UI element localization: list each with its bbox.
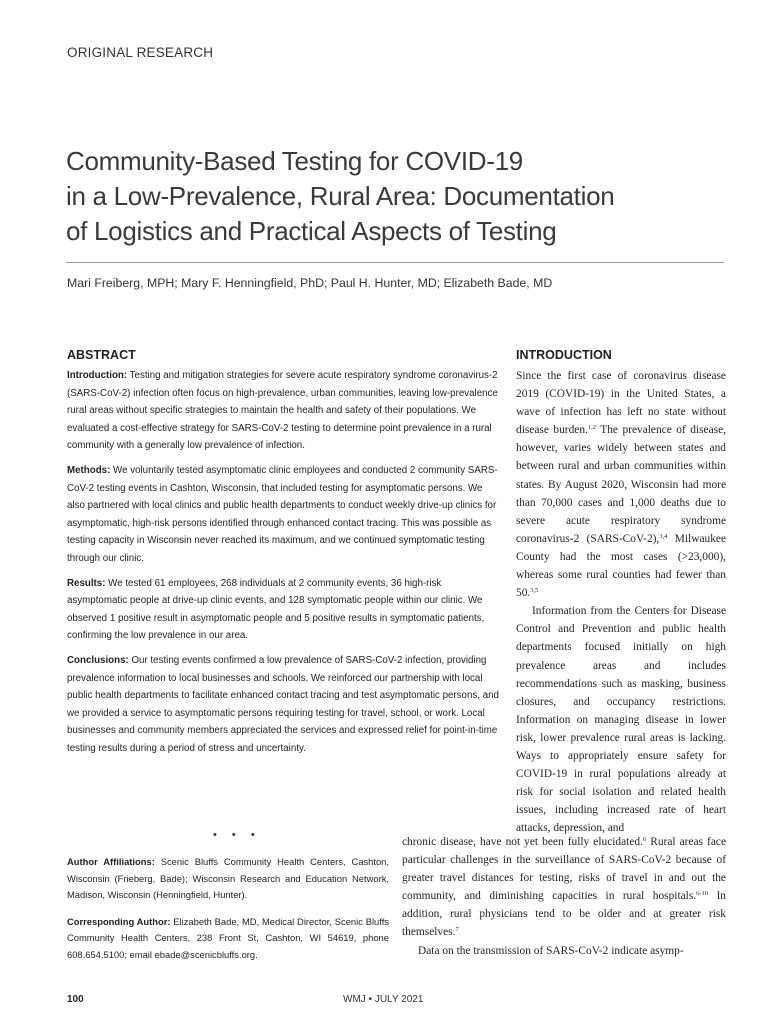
intro-text: The prevalence of disease, however, varies widely between states and between rural and urban communities within states. By August 2020, Wisconsin had more than 70,000 cases and 1,000 deaths due to severe acute respiratory syndrome coronavirus-2 (SARS-CoV-2), [516, 424, 726, 545]
introduction-column [516, 367, 726, 837]
article-title [66, 144, 726, 249]
section-separator: • • • [213, 829, 261, 841]
abstract-results-label: Results: [67, 577, 106, 589]
section-label: ORIGINAL RESEARCH [67, 45, 214, 60]
corresponding-label: Corresponding Author: [67, 915, 171, 927]
corresponding-text: Elizabeth Bade, MD, Medical Director, Scenic Bluffs Community Health Centers, 238 Front St, Cashton, WI 54619, phone 608.654.5100; email ebade@scenicbluffs.org. [67, 915, 389, 960]
abstract-heading: ABSTRACT [67, 348, 136, 362]
title-line-1: Community-Based Testing for COVID-19 [66, 146, 523, 176]
abstract-conclusions-label: Conclusions: [67, 654, 129, 666]
introduction-paragraph-3: Data on the transmission of SARS-CoV-2 indicate asymp- [418, 944, 684, 957]
citation: 1,2 [587, 424, 596, 432]
abstract-results-text: We tested 61 employees, 268 individuals at 2 community events, 36 high-risk asymptomatic people at drive-up clinic events, and 128 symptomatic people within our clinic. We observed 1 positive result in asymptomatic people and 5 positive results in symptomatic patients, confirming the low prevalence in our area. [67, 577, 485, 642]
abstract-conclusions-text: Our testing events confirmed a low prevalence of SARS-CoV-2 infection, providing prevalence information to local businesses and schools. We reinforced our partnership with local public health departments to facilitate enhanced contact tracing and test asymptomatic persons, and we provided a service to asymptomatic persons requiring testing for travel, school, or work. Local businesses and community members appreciated the services and expressed relief for point-in-time testing results during a period of stress and uncertainty. [67, 654, 499, 754]
abstract [67, 348, 499, 764]
abstract-introduction [67, 367, 499, 455]
introduction-wide-text [402, 833, 726, 960]
introduction-paragraph-2-continued [402, 833, 726, 942]
abstract-methods-label: Methods: [67, 464, 111, 476]
title-line-2: in a Low-Prevalence, Rural Area: Documentation [66, 181, 615, 211]
intro-text: Rural areas face particular challenges in the surveillance of SARS-CoV-2 because of greater travel distances for testing, risks of travel in and out the community, and diminishing capacities in rural hospitals. [402, 836, 727, 903]
affiliations-label: Author Affiliations: [67, 856, 155, 867]
intro-text: Since the first case of coronavirus disease 2019 (COVID-19) in the United States, a wave of infection has left no state without disease burden. [516, 370, 726, 437]
citation: 6 [642, 836, 647, 843]
abstract-methods [67, 462, 499, 568]
corresponding-author [67, 914, 389, 964]
introduction-paragraph-1 [516, 367, 726, 602]
introduction-paragraph-2: Information from the Centers for Disease Control and Prevention and public health departments focused initially on high prevalence areas and includes recommendations such as masking, business closures, and occupancy restrictions. Information on managing disease in lower risk, lower prevalence rural areas is lacking. Ways to appropriately ensure safety for COVID-19 in rural populations already at risk for social isolation and related health issues, including increased rate of heart attacks, depression, and [516, 605, 726, 835]
abstract-introduction-label: Introduction: [67, 370, 128, 381]
abstract-methods-text: We voluntarily tested asymptomatic clinic employees and conducted 2 community SARS-CoV-2 testing events in Cashton, Wisconsin, that included testing for asymptomatic persons. We also partnered with local clinics and public health departments to conduct weekly drive-up clinics for asymptomatic, high-risk persons identified through enhanced contact tracing. This was possible as testing capacity in Wisconsin never reached its maximum, and we continued symptomatic testing through our clinic. [67, 464, 498, 564]
citation: 3,4 [659, 532, 668, 540]
author-notes [67, 854, 389, 974]
title-divider [66, 262, 724, 263]
intro-text: chronic disease, have not yet been fully elucidated. [402, 836, 643, 848]
citation: 3,5 [530, 587, 539, 595]
abstract-introduction-text: Testing and mitigation strategies for severe acute respiratory syndrome coronavirus-2 (SARS-CoV-2) infection often focus on high-prevalence, urban communities, leaving low-prevalence rural areas without specific strategies to maintain the health and safety of their populations. We evaluated a cost-effective strategy for SARS-CoV-2 testing to determine point prevalence in a rural community with a generally low prevalence of infection. [67, 370, 498, 452]
introduction-heading: INTRODUCTION [516, 348, 612, 362]
citation: 7 [455, 926, 459, 934]
author-list: Mari Freiberg, MPH; Mary F. Henningfield, PhD; Paul H. Hunter, MD; Elizabeth Bade, MD [67, 276, 553, 290]
page-number: 100 [67, 994, 84, 1005]
title-line-3: of Logistics and Practical Aspects of Testing [66, 216, 557, 246]
abstract-results [67, 575, 499, 645]
author-affiliations [67, 854, 389, 904]
intro-text: In addition, rural physicians tend to be older and at greater risk themselves. [402, 890, 726, 939]
citation: 6-10 [696, 890, 709, 898]
journal-footer: WMJ • JULY 2021 [343, 994, 424, 1005]
abstract-conclusions [67, 652, 499, 758]
intro-text: Milwaukee County had the most cases (>23,000), whereas some rural counties had fewer than 50. [516, 532, 727, 600]
affiliations-text: Scenic Bluffs Community Health Centers, Cashton, Wisconsin (Frieberg, Bade); Wisconsin Research and Education Network, Madison, Wisconsin (Henningfield, Hunter). [67, 856, 389, 901]
